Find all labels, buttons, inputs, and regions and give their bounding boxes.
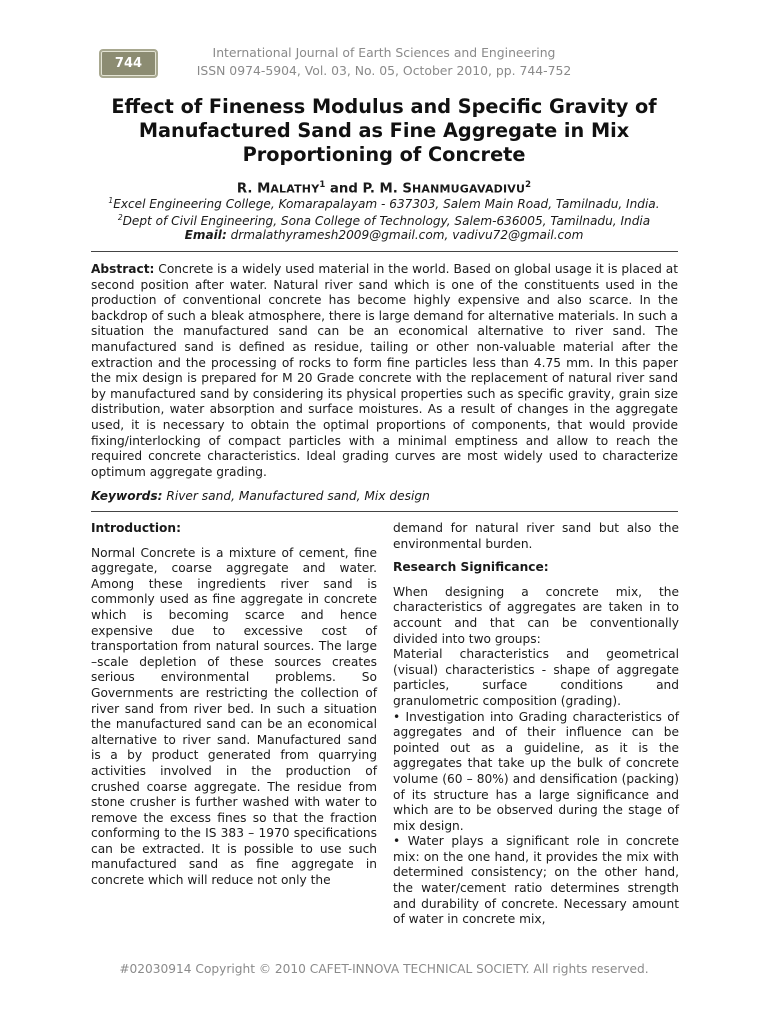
left-column [91, 521, 377, 889]
keywords-label: Keywords: [91, 489, 163, 503]
author-2-initial: P. M. [362, 181, 403, 197]
research-significance-paragraph-2: Material characteristics and geometrical (visual) characteristics - shape of aggregate particles, surface conditions and granulometric composition (grading). [393, 647, 679, 708]
introduction-paragraph: Normal Concrete is a mixture of cement, fine aggregate, coarse aggregate and water. Among these ingredients river sand is commonly used as fine aggregate in concrete which is becoming scarce and hence expensive due to excessive cost of transportation from natural sources. The large –scale depletion of these sources creates serious environmental problems. So Governments are restricting the collection of river sand from river bed. In such a situation the manufactured sand can be an economical alternative to river sand. Manufactured sand is a by product generated from quarrying activities involved in the production of crushed coarse aggregate. The residue from stone crusher is further washed with water to remove the excess fines so that the fraction conforming to the IS 383 – 1970 specifications can be extracted. It is possible to use such manufactured sand as fine aggregate in concrete which will reduce not only the [91, 545, 377, 888]
affiliation-2-mark: 2 [117, 213, 123, 222]
email-line [40, 227, 728, 243]
author-1-affil-mark: 1 [319, 180, 326, 190]
author-1-surname: ALATHY [270, 182, 320, 196]
paper-title [60, 95, 708, 167]
right-column [393, 521, 679, 928]
email-addresses[interactable]: drmalathyramesh2009@gmail.com, vadivu72@gmail.com [226, 228, 584, 242]
abstract-text: Concrete is a widely used material in the world. Based on global usage it is placed at second position after water. Natural river sand which is one of the constituents used in the production of conventional concrete has become highly expensive and also scarce. In the backdrop of such a bleak atmosphere, there is large demand for alternative materials. In such a situation the manufactured sand can be an economical alternative to river sand. The manufactured sand is defined as residue, tailing or other non-valuable material after the extraction and the processing of rocks to form fine particles less than 4.75 mm. In this paper the mix design is prepared for M 20 Grade concrete with the replacement of natural river sand by manufactured sand by considering its physical properties such as specific gravity, grain size distribution, water absorption and surface moistures. As a result of changes in the aggregate used, it is necessary to obtain the optimal proportions of components, that would provide fixing/interlocking of compact particles with a minimal emptiness and allow to reach the required concrete characteristics. Ideal grading curves are most widely used to characterize optimum aggregate grading. [91, 262, 678, 479]
author-1-initial: R. [236, 181, 258, 197]
keywords-text: River sand, Manufactured sand, Mix design [162, 489, 430, 503]
bullet-item-grading: • Investigation into Grading characteristics of aggregates and of their influence can be pointed out as a guideline, as it is the aggregates that take up the bulk of concrete volume (60 – 80%) and densification (packing) of its structure has a large significance and which are to be observed during the stage of mix design. [393, 709, 679, 833]
title-line-1: Effect of Fineness Modulus and Specific Gravity of [111, 95, 657, 118]
author-1-first-letter: M [257, 181, 271, 197]
page-number-badge: 744 [99, 49, 158, 78]
email-label: Email: [184, 228, 227, 242]
keywords-line [91, 488, 678, 504]
abstract-block [91, 262, 678, 480]
abstract-top-rule [91, 251, 678, 252]
title-line-3: Proportioning of Concrete [242, 143, 526, 166]
bullet-item-water: • Water plays a significant role in concrete mix: on the one hand, it provides the mix with determined consistency; on the other hand, the water/cement ratio determines strength and durability of concrete. Necessary amount of water in concrete mix, [393, 834, 679, 927]
affiliation-1-text: Excel Engineering College, Komarapalayam - 637303, Salem Main Road, Tamilnadu, India. [113, 197, 660, 212]
journal-name: International Journal of Earth Sciences and Engineering [212, 45, 556, 60]
abstract-label: Abstract: [91, 262, 155, 276]
author-2-first-letter: S [402, 181, 412, 197]
affiliation-1-mark: 1 [108, 196, 114, 205]
introduction-heading: Introduction: [91, 521, 181, 535]
journal-issn: ISSN 0974-5904, Vol. 03, No. 05, October 2010, pp. 744-752 [196, 63, 572, 78]
author-2-surname: HANMUGAVADIVU [412, 182, 526, 196]
title-line-2: Manufactured Sand as Fine Aggregate in Mix [138, 119, 630, 142]
research-significance-heading: Research Significance: [393, 560, 549, 575]
affiliation-2-text: Dept of Civil Engineering, Sona College of Technology, Salem-636005, Tamilnadu, India [122, 214, 651, 229]
author-conjunction: and [325, 181, 363, 197]
abstract-bottom-rule [91, 511, 678, 512]
copyright-footer: #02030914 Copyright © 2010 CAFET-INNOVA TECHNICAL SOCIETY. All rights reserved. [119, 962, 649, 976]
research-significance-paragraph-1: When designing a concrete mix, the characteristics of aggregates are taken in to account and that can be conventionally divided into two groups: [393, 584, 679, 646]
author-2-affil-mark: 2 [525, 180, 532, 190]
introduction-continuation: demand for natural river sand but also the environmental burden. [393, 521, 679, 551]
